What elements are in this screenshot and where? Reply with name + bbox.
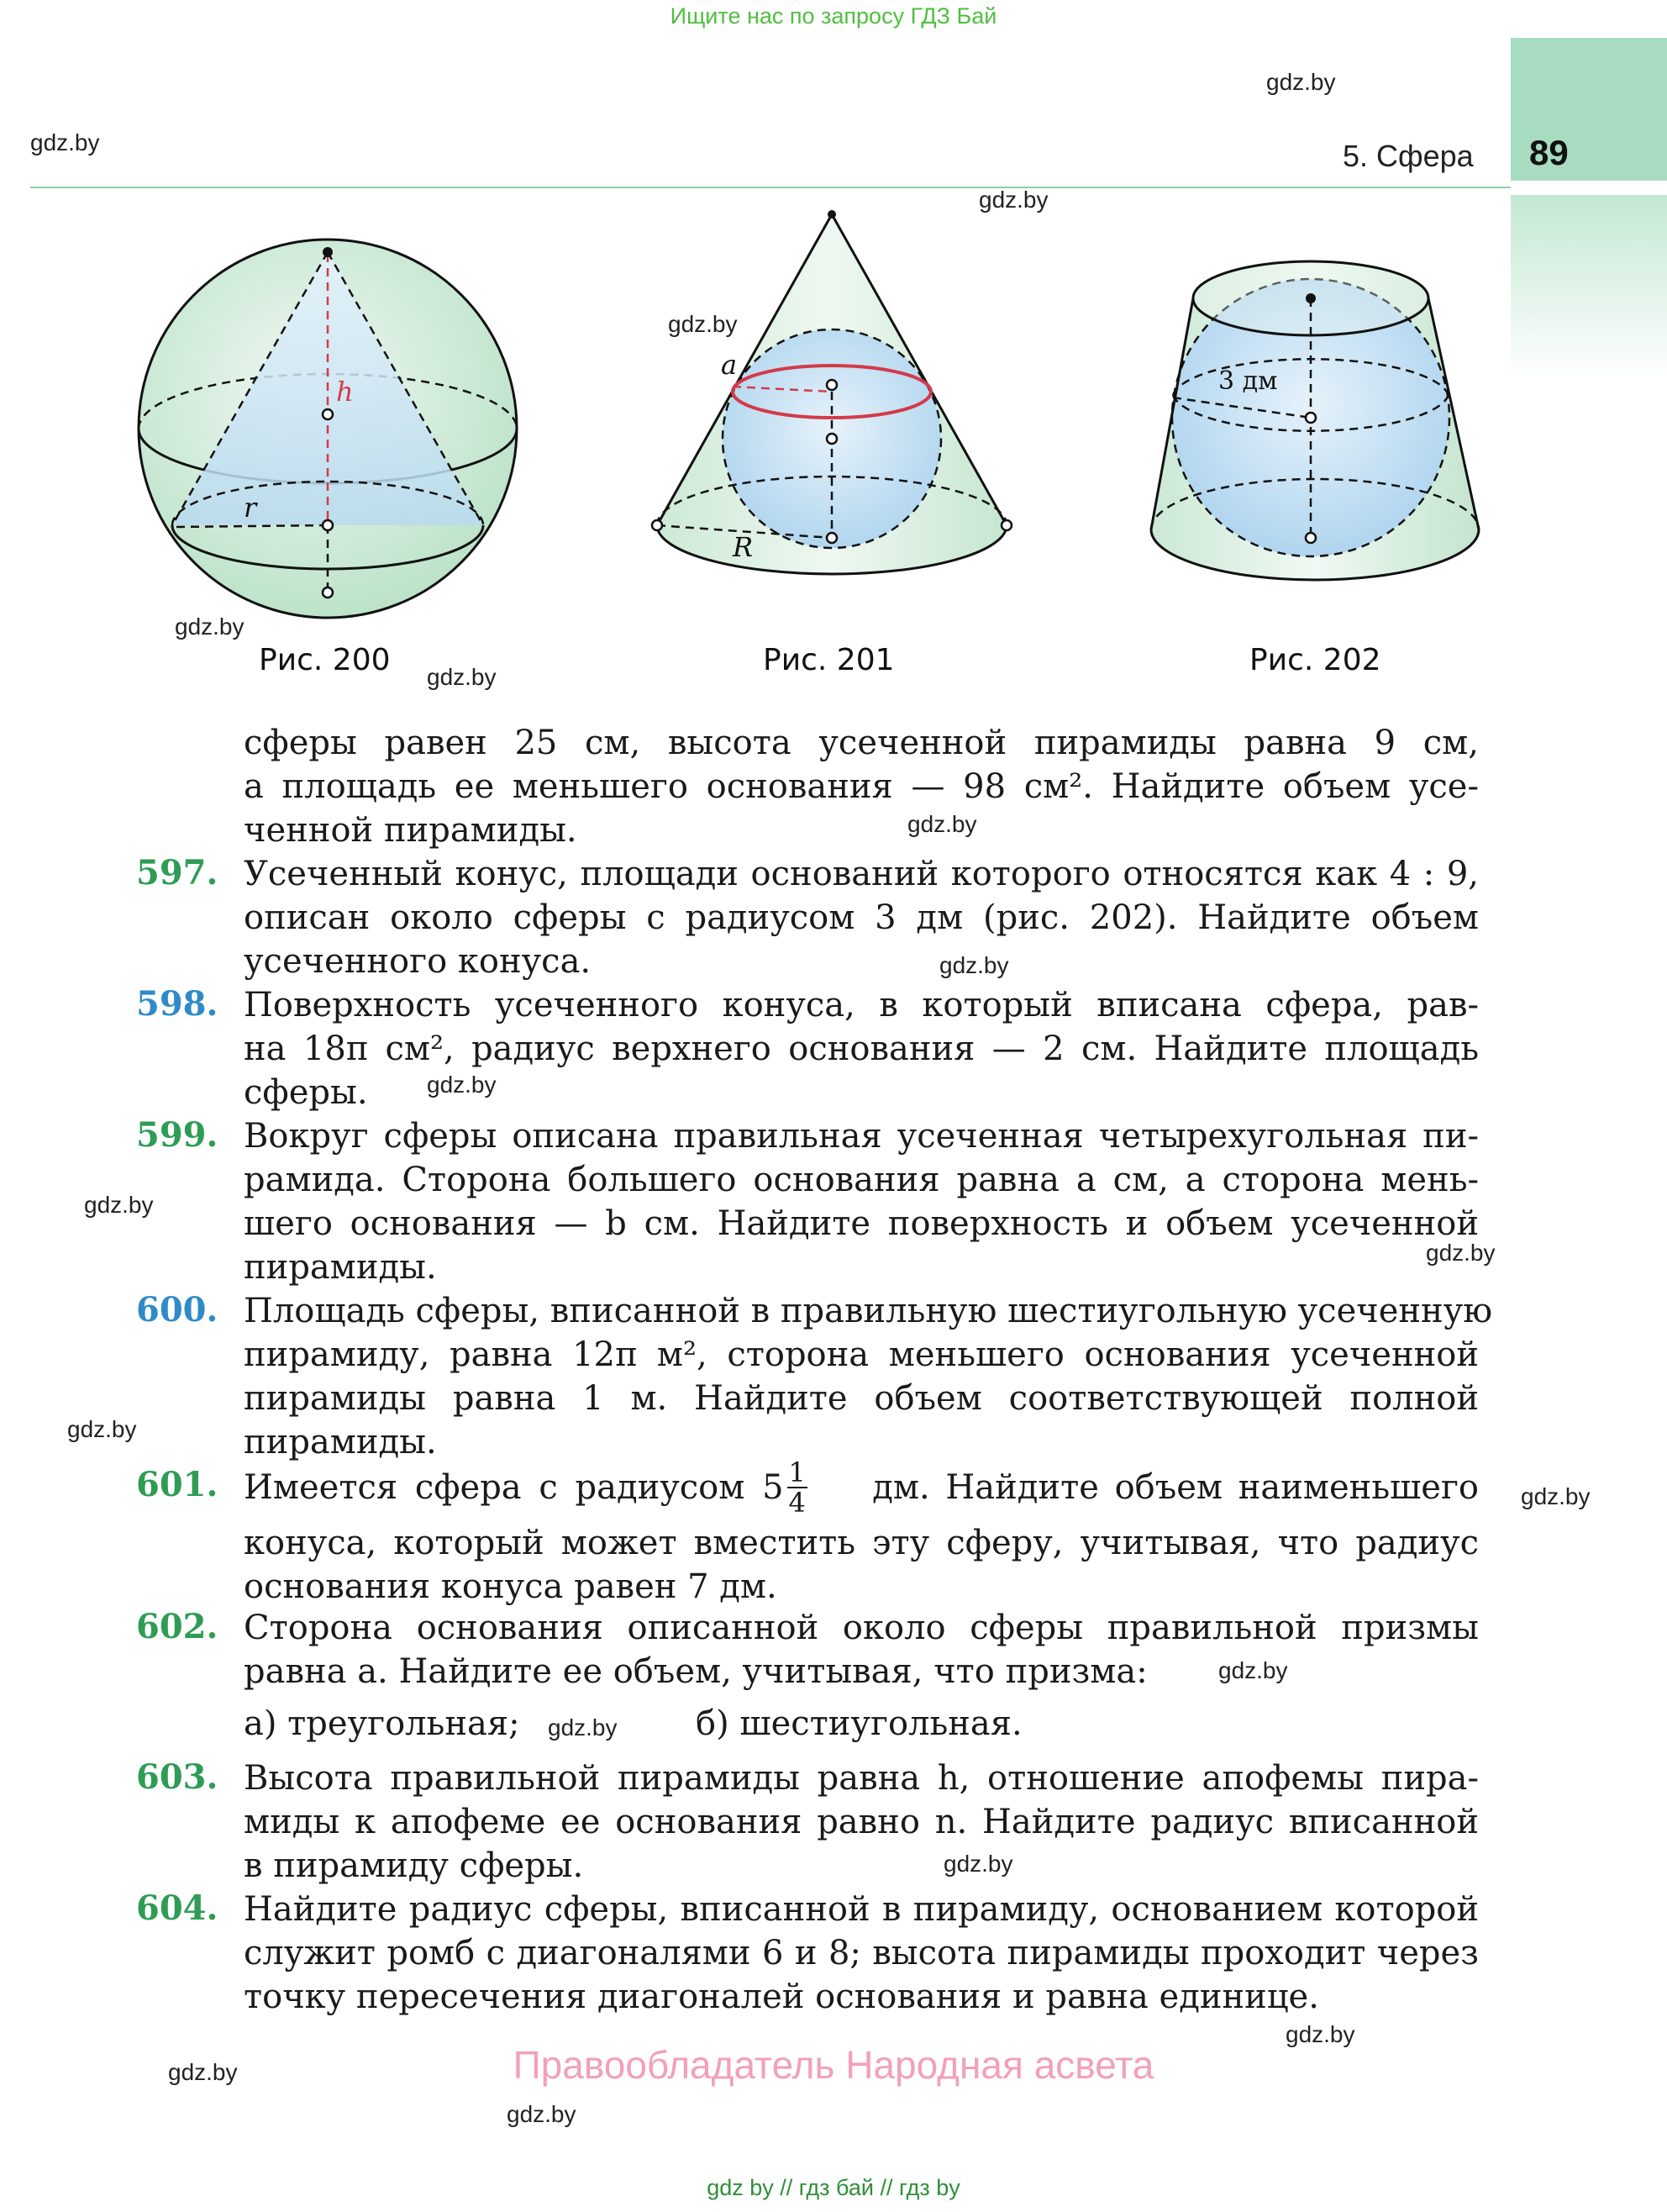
watermark: gdz.by: [1286, 2021, 1355, 2047]
p596-line-2: а площадь ее меньшего основания — 98 см². Найдите объем усе-: [244, 767, 1479, 806]
problem-number-602: 602.: [136, 1607, 218, 1646]
figure-202-frustum-sphere: [1143, 240, 1496, 622]
watermark: gdz.by: [427, 664, 497, 690]
fraction-denominator: 4: [788, 1487, 806, 1519]
p599-line-3: шего основания — b см. Найдите поверхность и объем усеченной: [244, 1204, 1479, 1243]
problem-number-601: 601.: [136, 1465, 218, 1504]
watermark: gdz.by: [1426, 1240, 1496, 1266]
problem-number-603: 603.: [136, 1757, 218, 1797]
problem-number-597: 597.: [136, 853, 218, 893]
page-corner-gradient: [1511, 195, 1667, 380]
p598-line-2: на 18π см², радиус верхнего основания — 2 см. Найдите площадь: [244, 1030, 1479, 1068]
label-3dm: 3 дм: [1218, 366, 1278, 396]
p603-line-1: Высота правильной пирамиды равна h, отношение апофемы пира-: [244, 1759, 1479, 1798]
p601-line-1-end: дм. Найдите объем наименьшего: [872, 1468, 1479, 1507]
p601-line-3: основания конуса равен 7 дм.: [244, 1567, 777, 1606]
section-title: 5. Сфера: [1343, 139, 1474, 173]
watermark: gdz.by: [30, 129, 100, 155]
figure-200-sphere-cone: [126, 235, 546, 622]
p600-line-4: пирамиды.: [244, 1423, 437, 1462]
figure-201-caption: Рис. 201: [763, 643, 895, 677]
label-r: r: [244, 492, 257, 524]
copyright-notice: Правообладатель Народная асвета: [513, 2043, 1154, 2087]
p602-line-2: равна a. Найдите ее объем, учитывая, что призма:: [244, 1652, 1148, 1691]
watermark: gdz.by: [175, 614, 245, 640]
watermark: gdz.by: [548, 1714, 618, 1741]
p598-line-3: сферы.: [244, 1073, 368, 1112]
p602-option-a: а) треугольная;: [244, 1704, 520, 1743]
figure-200-caption: Рис. 200: [259, 643, 391, 677]
label-h: h: [336, 376, 354, 408]
p604-line-3: точку пересечения диагоналей основания и равна единице.: [244, 1978, 1319, 2016]
watermark: gdz.by: [979, 187, 1049, 213]
problem-number-600: 600.: [136, 1290, 218, 1330]
p601-line-1: [244, 1454, 1479, 1521]
p603-line-3: в пирамиду сферы.: [244, 1846, 584, 1885]
p597-line-1: Усеченный конус, площади оснований которого относятся как 4 : 9,: [244, 855, 1479, 893]
p604-line-2: служит ромб с диагоналями 6 и 8; высота пирамиды проходит через: [244, 1934, 1479, 1972]
watermark: gdz.by: [507, 2101, 576, 2127]
p597-line-3: усеченного конуса.: [244, 942, 592, 981]
figure-202-caption: Рис. 202: [1249, 643, 1381, 677]
problem-number-599: 599.: [136, 1115, 218, 1155]
figure-201-cone-sphere: [639, 202, 1025, 622]
top-banner[interactable]: Ищите нас по запросу ГДЗ Бай: [670, 3, 997, 29]
watermark: gdz.by: [427, 1072, 497, 1098]
watermark: gdz.by: [907, 811, 977, 837]
page-number: 89: [1529, 133, 1569, 172]
watermark: gdz.by: [1266, 69, 1336, 95]
p597-line-2: описан около сферы с радиусом 3 дм (рис. 202). Найдите объем: [244, 898, 1479, 937]
watermark: gdz.by: [84, 1192, 154, 1218]
bottom-banner-links[interactable]: gdz by // гдз бай // гдз by: [707, 2175, 960, 2200]
problem-number-598: 598.: [136, 984, 218, 1024]
label-a: a: [721, 349, 738, 381]
problem-number-604: 604.: [136, 1888, 218, 1928]
fraction-one-quarter: [787, 1458, 807, 1517]
watermark: gdz.by: [1218, 1657, 1288, 1683]
watermark: gdz.by: [944, 1851, 1013, 1877]
p600-line-3: пирамиды равна 1 м. Найдите объем соответствующей полной: [244, 1379, 1479, 1418]
p599-line-2: рамида. Сторона большего основания равна a см, а сторона мень-: [244, 1161, 1479, 1199]
p604-line-1: Найдите радиус сферы, вписанной в пирамиду, основанием которой: [244, 1890, 1479, 1929]
header-rule: [30, 187, 1511, 188]
watermark: gdz.by: [668, 311, 738, 337]
watermark: gdz.by: [67, 1416, 137, 1442]
p600-line-2: пирамиду, равна 12π м², сторона меньшего основания усеченной: [244, 1335, 1479, 1374]
p601-line-1-start: Имеется сфера с радиусом 5: [244, 1468, 784, 1507]
p596-line-1: сферы равен 25 см, высота усеченной пирамиды равна 9 см,: [244, 724, 1479, 762]
p603-line-2: миды к апофеме ее основания равно n. Найдите радиус вписанной: [244, 1803, 1479, 1841]
watermark: gdz.by: [939, 952, 1009, 978]
watermark: gdz.by: [1521, 1483, 1591, 1509]
p599-line-4: пирамиды.: [244, 1248, 437, 1287]
label-R: R: [733, 531, 754, 563]
p601-line-2: конуса, который может вместить эту сферу, учитывая, что радиус: [244, 1524, 1479, 1562]
p602-line-1: Сторона основания описанной около сферы правильной призмы: [244, 1609, 1479, 1647]
fraction-numerator: 1: [788, 1456, 806, 1488]
p596-line-3: ченной пирамиды.: [244, 811, 577, 850]
p600-line-1: Площадь сферы, вписанной в правильную шестиугольную усеченную: [244, 1292, 1493, 1330]
p598-line-1: Поверхность усеченного конуса, в который вписана сфера, рав-: [244, 986, 1479, 1024]
p602-option-b: б) шестиугольная.: [696, 1704, 1023, 1743]
watermark: gdz.by: [168, 2059, 238, 2085]
p599-line-1: Вокруг сферы описана правильная усеченная четырехугольная пи-: [244, 1117, 1479, 1156]
